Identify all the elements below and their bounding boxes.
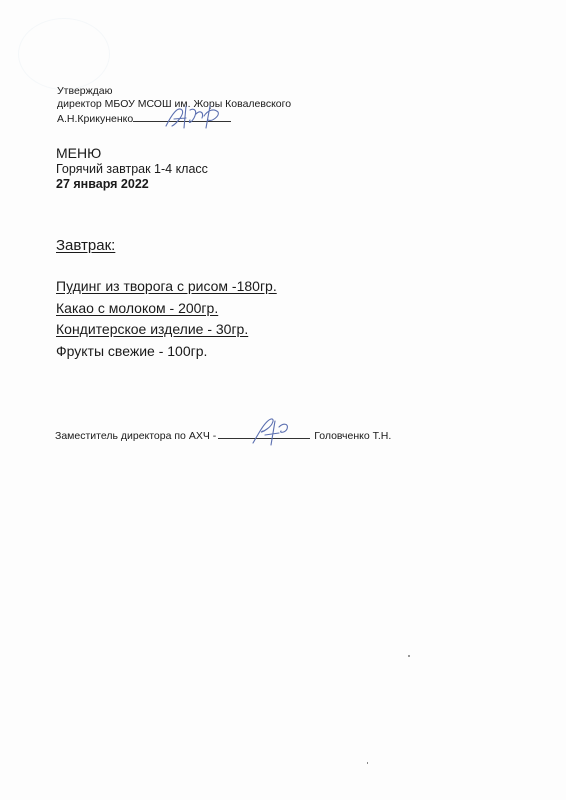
approval-name: А.Н.Крикуненко xyxy=(57,113,134,125)
footer-signature-line xyxy=(218,428,310,439)
meal-title: Завтрак: xyxy=(56,237,116,254)
approval-signatory xyxy=(57,111,291,126)
footer-name: Головченко Т.Н. xyxy=(314,430,392,442)
menu-list xyxy=(56,276,277,362)
menu-subtitle: Горячий завтрак 1-4 класс xyxy=(56,162,208,176)
menu-item: Кондитерское изделие - 30гр. xyxy=(56,321,249,337)
menu-header xyxy=(56,145,208,192)
approval-block xyxy=(57,85,291,126)
faint-stamp-mark xyxy=(18,18,110,90)
menu-date: 27 января 2022 xyxy=(56,177,149,191)
menu-item: Какао с молоком - 200гр. xyxy=(56,299,219,316)
scan-speck xyxy=(408,655,410,657)
footer-position: Заместитель директора по АХЧ - xyxy=(55,430,217,442)
footer-signature-block xyxy=(55,428,391,443)
menu-title: МЕНЮ xyxy=(56,145,102,161)
menu-item: Пудинг из творога с рисом -180гр. xyxy=(56,278,277,294)
approval-heading: Утверждаю xyxy=(57,85,113,97)
approval-signature-line xyxy=(133,111,231,122)
approval-director: директор МБОУ МСОШ им. Жоры Ковалевского xyxy=(57,98,292,110)
scan-speck xyxy=(367,762,368,764)
menu-item: Фрукты свежие - 100гр. xyxy=(56,342,208,359)
